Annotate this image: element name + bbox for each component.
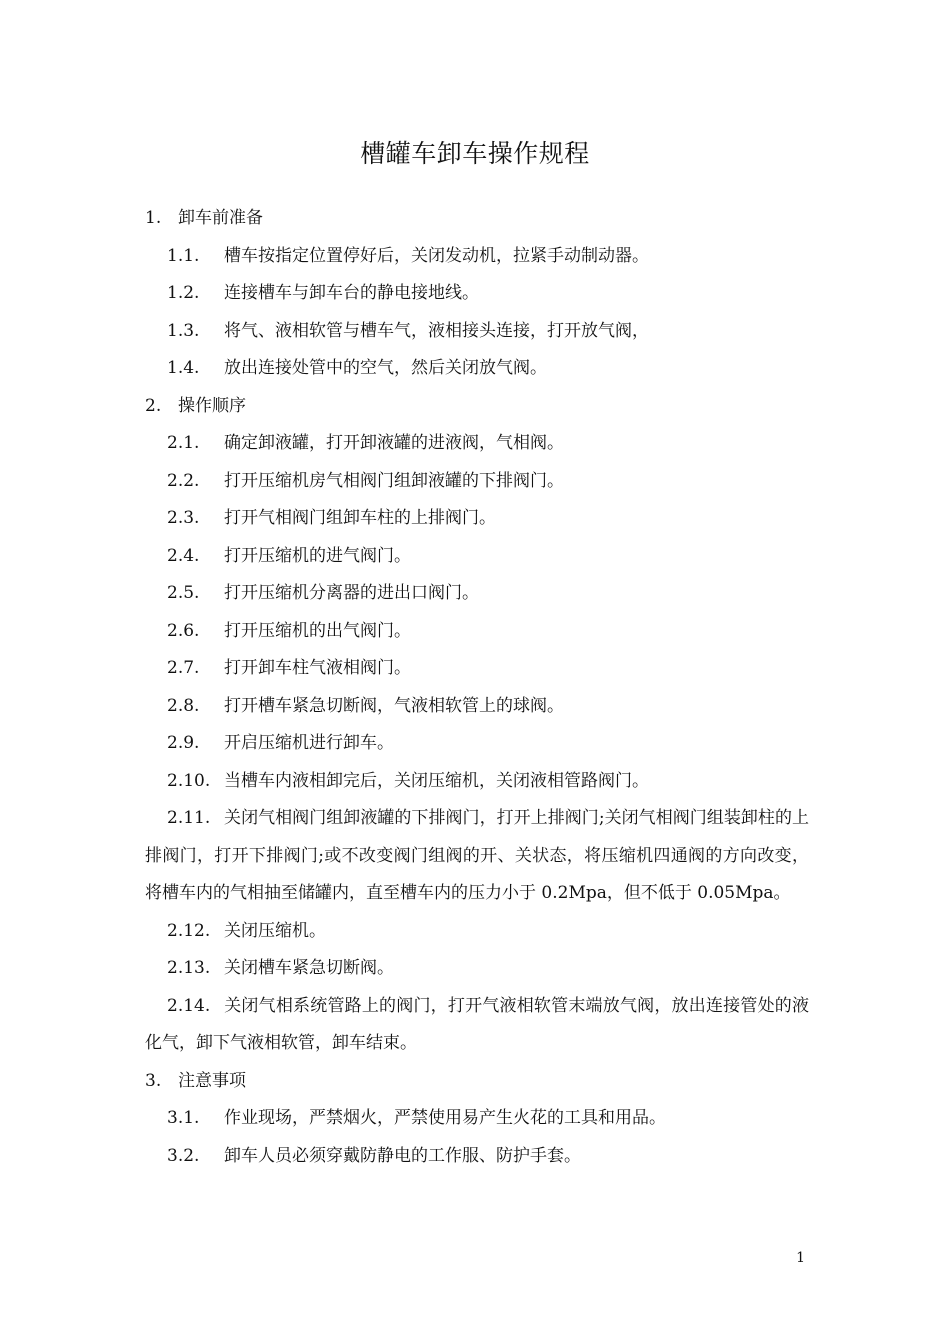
list-item [145, 650, 809, 688]
item-number: 3.1. [167, 1108, 200, 1128]
item-text: 连接槽车与卸车台的静电接地线。 [224, 283, 479, 303]
item-text: 卸车人员必须穿戴防静电的工作服、防护手套。 [224, 1145, 581, 1166]
section-label: 卸车前准备 [178, 208, 263, 228]
list-item [145, 463, 809, 501]
item-text: 当槽车内液相卸完后，关闭压缩机，关闭液相管路阀门。 [224, 770, 649, 791]
item-text: 打开压缩机的出气阀门。 [224, 620, 411, 641]
item-text: 打开压缩机分离器的进出口阀门。 [224, 583, 479, 603]
item-number: 2.4. [167, 545, 200, 566]
list-item [145, 950, 809, 988]
section-heading [145, 200, 809, 238]
list-item [145, 425, 809, 463]
section-label: 操作顺序 [178, 395, 246, 416]
list-item [145, 313, 809, 351]
item-number: 2.12. [167, 920, 211, 941]
list-item [145, 1138, 809, 1176]
page-title: 槽罐车卸车操作规程 [360, 139, 590, 168]
item-number: 2.11. [167, 808, 211, 828]
list-item [145, 238, 809, 276]
item-text: 打开槽车紧急切断阀，气液相软管上的球阀。 [224, 695, 564, 716]
item-number: 2.8. [167, 695, 200, 716]
item-number: 2.13. [167, 958, 211, 978]
item-number: 2.3. [167, 508, 200, 528]
item-text: 槽车按指定位置停好后，关闭发动机，拉紧手动制动器。 [224, 245, 649, 266]
item-text: 关闭槽车紧急切断阀。 [224, 958, 394, 978]
section-number: 3. [145, 1070, 162, 1091]
item-text: 确定卸液罐，打开卸液罐的进液阀，气相阀。 [224, 433, 564, 453]
item-number: 1.1. [167, 245, 200, 266]
item-text: 关闭气相系统管路上的阀门，打开气液相软管末端放气阀，放出连接管处的液化气，卸下气液相软管，卸车结束。 [145, 995, 809, 1053]
item-number: 2.5. [167, 583, 200, 603]
list-item [145, 725, 809, 763]
list-item [145, 538, 809, 576]
item-text: 作业现场，严禁烟火，严禁使用易产生火花的工具和用品。 [224, 1108, 666, 1128]
item-number: 2.1. [167, 433, 200, 453]
item-number: 2.10. [167, 770, 211, 791]
list-item [145, 763, 809, 801]
page-number: 1 [796, 1250, 805, 1266]
list-item [145, 275, 809, 313]
item-number: 2.2. [167, 470, 200, 491]
list-item [145, 613, 809, 651]
section-heading [145, 388, 809, 426]
list-item [145, 1100, 809, 1138]
item-text: 打开气相阀门组卸车柱的上排阀门。 [224, 508, 496, 528]
section-number: 1. [145, 208, 162, 228]
section-number: 2. [145, 395, 162, 416]
item-text: 打开压缩机的进气阀门。 [224, 545, 411, 566]
item-number: 1.2. [167, 283, 200, 303]
section-label: 注意事项 [178, 1070, 246, 1091]
item-text: 打开压缩机房气相阀门组卸液罐的下排阀门。 [224, 470, 564, 491]
list-item [145, 913, 809, 951]
item-text: 开启压缩机进行卸车。 [224, 733, 394, 753]
list-item-paragraph [145, 988, 809, 1063]
list-item [145, 500, 809, 538]
item-number: 2.7. [167, 658, 200, 678]
section-heading [145, 1063, 809, 1101]
item-text: 将气、液相软管与槽车气，液相接头连接，打开放气阀， [224, 320, 649, 341]
item-text: 放出连接处管中的空气，然后关闭放气阀。 [224, 358, 547, 378]
list-item-paragraph [145, 800, 809, 913]
item-text: 关闭压缩机。 [224, 920, 326, 941]
item-text: 打开卸车柱气液相阀门。 [224, 658, 411, 678]
document-body [145, 200, 809, 1175]
item-number: 2.14. [167, 995, 211, 1016]
item-number: 1.3. [167, 320, 200, 341]
item-number: 1.4. [167, 358, 200, 378]
list-item [145, 688, 809, 726]
list-item [145, 350, 809, 388]
list-item [145, 575, 809, 613]
item-number: 2.6. [167, 620, 200, 641]
item-number: 2.9. [167, 733, 200, 753]
item-number: 3.2. [167, 1145, 200, 1166]
item-text: 关闭气相阀门组卸液罐的下排阀门，打开上排阀门;关闭气相阀门组装卸柱的上排阀门，打开下排阀门;或不改变阀门组阀的开、关状态，将压缩机四通阀的方向改变，将槽车内的气相抽至储罐内，直至槽车内的压力小于 0.2Mpa，但不低于 0.05Mpa。 [145, 808, 809, 903]
